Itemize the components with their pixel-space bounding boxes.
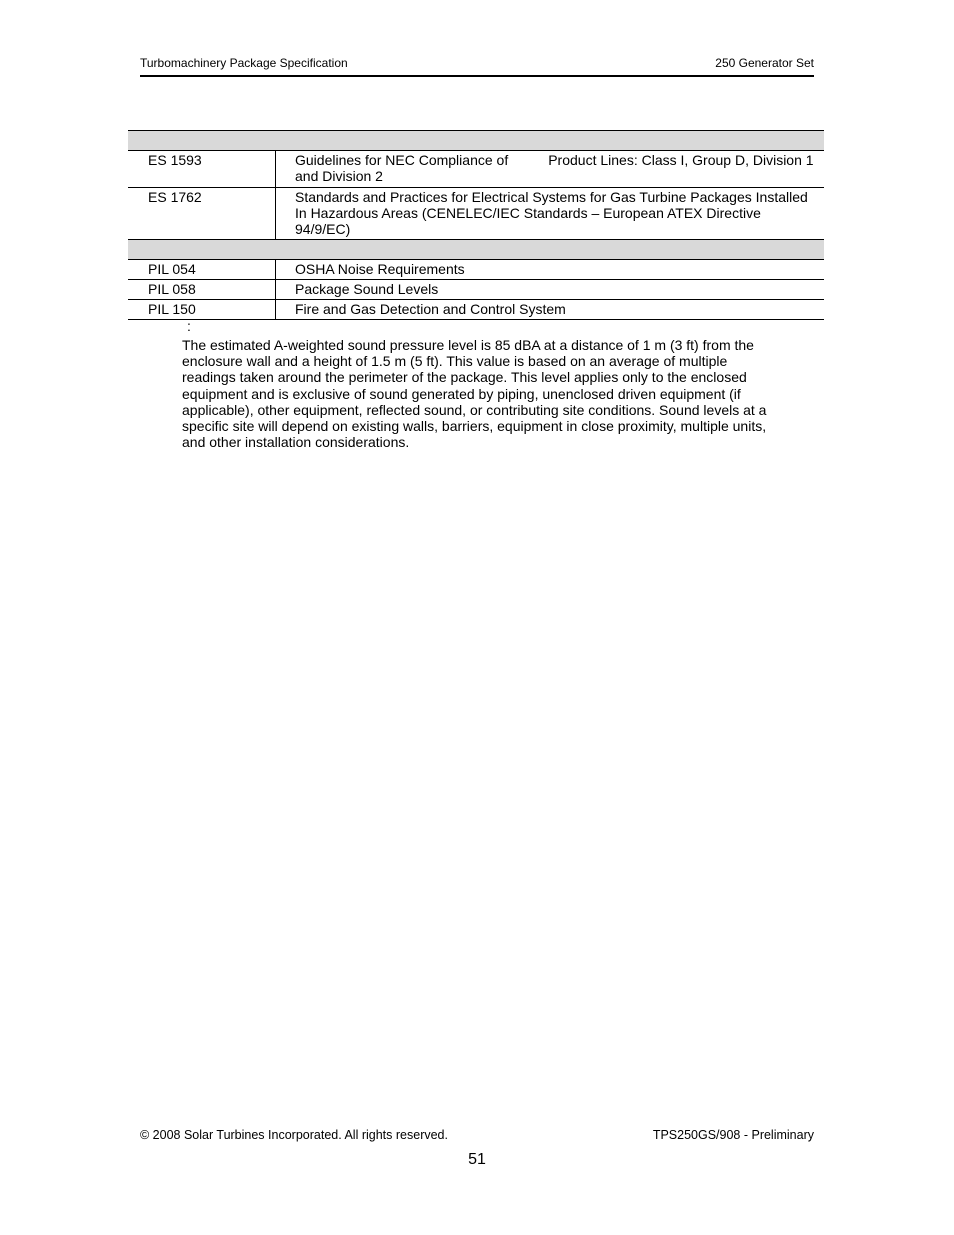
footer-document-id: TPS250GS/908 - Preliminary	[652, 1128, 814, 1142]
document-code: PIL 054	[128, 260, 276, 280]
footer-copyright: © 2008 Solar Turbines Incorporated. All rights reserved.	[140, 1128, 448, 1142]
sound-level-note: The estimated A-weighted sound pressure level is 85 dBA at a distance of 1 m (3 ft) from the enclosure wall and a height of 1.5 m (5 ft). This value is based on an average of multiple readings taken around the perimeter of the package. This level applies only to the enclosed equipment and is exclusive of sound generated by piping, unenclosed driven equipment (if applicable), other equipment, reflected sound, or contributing site conditions. Sound levels at a specific site will depend on existing walls, barriers, equipment in close proximity, multiple units, and other installation considerations.	[182, 337, 767, 451]
reference-documents-table	[128, 130, 824, 320]
document-code: PIL 058	[128, 280, 276, 300]
document-description: Fire and Gas Detection and Control System	[276, 300, 825, 320]
table-section-band	[128, 131, 824, 151]
table-section-band	[128, 240, 824, 260]
table-row	[128, 300, 824, 320]
document-description	[276, 151, 825, 188]
table-row	[128, 188, 824, 240]
table-row	[128, 280, 824, 300]
document-description: Package Sound Levels	[276, 280, 825, 300]
document-description: Standards and Practices for Electrical Systems for Gas Turbine Packages Installed In Hazardous Areas (CENELEC/IEC Standards – European ATEX Directive 94/9/EC)	[276, 188, 825, 240]
page-number: 51	[468, 1151, 486, 1168]
note-marker: :	[187, 318, 191, 334]
document-code: PIL 150	[128, 300, 276, 320]
header-product-name: 250 Generator Set	[715, 56, 814, 70]
document-code: ES 1593	[128, 151, 276, 188]
table-row	[128, 151, 824, 188]
document-description-part: Product Lines: Class I, Group D, Division 1 and Division 2	[295, 152, 814, 184]
table-row	[128, 260, 824, 280]
header-document-title: Turbomachinery Package Specification	[140, 56, 348, 70]
document-code: ES 1762	[128, 188, 276, 240]
page-header	[140, 55, 814, 77]
document-description-part: Guidelines for NEC Compliance of	[295, 152, 509, 168]
document-description: OSHA Noise Requirements	[276, 260, 825, 280]
